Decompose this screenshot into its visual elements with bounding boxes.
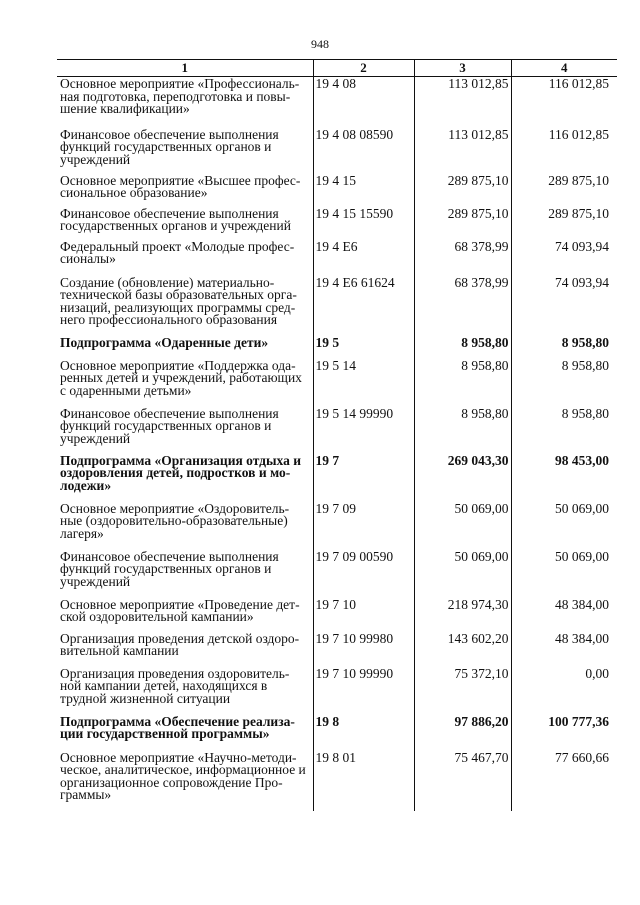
row-code: 19 4 Е6 61624 [313, 276, 414, 336]
column-header: 3 [414, 60, 511, 77]
row-code: 19 8 [313, 715, 414, 751]
row-name: Основное мероприятие «Поддержка ода-ренных детей и учреждений, работающих с одаренными детьми» [60, 357, 302, 398]
row-value-col4: 0,00 [511, 667, 617, 715]
row-value-col3: 97 886,20 [414, 715, 511, 751]
row-value-col3: 75 467,70 [414, 751, 511, 811]
row-code: 19 7 [313, 454, 414, 502]
row-name: Основное мероприятие «Проведение дет-ской оздоровительной кампании» [60, 596, 300, 624]
row-code: 19 4 08 08590 [313, 128, 414, 174]
row-value-col4: 289 875,10 [511, 174, 617, 207]
row-code: 19 4 08 [313, 77, 414, 128]
row-value-col4: 50 069,00 [511, 502, 617, 550]
row-value-col4: 100 777,36 [511, 715, 617, 751]
row-value-col3: 50 069,00 [414, 550, 511, 598]
row-name: Финансовое обеспечение выполнения государственных органов и учреждений [60, 205, 291, 233]
row-code: 19 7 10 99980 [313, 632, 414, 667]
table-row [57, 502, 617, 550]
table-row [57, 207, 617, 240]
table-row [57, 407, 617, 454]
table-header [57, 60, 617, 77]
table-row [57, 276, 617, 336]
row-code: 19 7 10 [313, 598, 414, 632]
row-value-col3: 8 958,80 [414, 407, 511, 454]
row-name: Подпрограмма «Обеспечение реализа-ции государственной программы» [60, 713, 295, 741]
row-value-col3: 289 875,10 [414, 207, 511, 240]
row-value-col3: 8 958,80 [414, 359, 511, 407]
row-value-col3: 289 875,10 [414, 174, 511, 207]
row-value-col3: 269 043,30 [414, 454, 511, 502]
row-code: 19 4 Е6 [313, 240, 414, 276]
row-value-col4: 74 093,94 [511, 276, 617, 336]
row-code: 19 4 15 15590 [313, 207, 414, 240]
table-row [57, 598, 617, 632]
row-value-col3: 143 602,20 [414, 632, 511, 667]
row-name: Организация проведения детской оздоро-вительной кампании [60, 630, 300, 658]
row-code: 19 5 14 99990 [313, 407, 414, 454]
table-row [57, 454, 617, 502]
row-name: Основное мероприятие «Оздоровитель-ные (оздоровительно-образовательные) лагеря» [60, 500, 290, 541]
row-value-col3: 113 012,85 [414, 77, 511, 128]
row-value-col4: 116 012,85 [511, 128, 617, 174]
page-number: 948 [311, 37, 329, 51]
column-header: 4 [511, 60, 617, 77]
row-value-col4: 98 453,00 [511, 454, 617, 502]
column-header: 2 [313, 60, 414, 77]
row-value-col4: 8 958,80 [511, 336, 617, 359]
row-name: Создание (обновление) материально-технической базы образовательных орга-низаций, реализующих программы сред-него профессионального образования [60, 274, 297, 327]
column-header: 1 [57, 60, 313, 77]
budget-table [57, 59, 617, 811]
table-row [57, 715, 617, 751]
table-row [57, 128, 617, 174]
table-row [57, 751, 617, 811]
row-name: Финансовое обеспечение выполнения функций государственных органов и учреждений [60, 405, 279, 446]
table-row [57, 174, 617, 207]
row-value-col3: 113 012,85 [414, 128, 511, 174]
row-value-col3: 75 372,10 [414, 667, 511, 715]
table-row [57, 632, 617, 667]
row-code: 19 7 10 99990 [313, 667, 414, 715]
row-code: 19 7 09 [313, 502, 414, 550]
table-row [57, 240, 617, 276]
row-code: 19 5 [313, 336, 414, 359]
row-value-col4: 74 093,94 [511, 240, 617, 276]
row-value-col4: 116 012,85 [511, 77, 617, 128]
table-body [57, 77, 617, 811]
row-value-col4: 48 384,00 [511, 598, 617, 632]
row-value-col3: 68 378,99 [414, 276, 511, 336]
row-name: Основное мероприятие «Научно-методи-ческое, аналитическое, информационное и организационное сопровождение Про-граммы» [60, 749, 306, 802]
table-row [57, 667, 617, 715]
row-value-col4: 48 384,00 [511, 632, 617, 667]
row-value-col4: 77 660,66 [511, 751, 617, 811]
row-name: Основное мероприятие «Высшее профес-сиональное образование» [60, 172, 301, 200]
row-value-col4: 8 958,80 [511, 407, 617, 454]
table-row [57, 359, 617, 407]
row-value-col3: 218 974,30 [414, 598, 511, 632]
row-code: 19 4 15 [313, 174, 414, 207]
row-value-col3: 8 958,80 [414, 336, 511, 359]
table-row [57, 77, 617, 128]
row-value-col4: 289 875,10 [511, 207, 617, 240]
table-row [57, 336, 617, 359]
row-name: Подпрограмма «Одаренные дети» [60, 334, 269, 350]
row-name: Организация проведения оздоровитель-ной кампании детей, находящихся в трудной жизненной ситуации [60, 665, 290, 706]
row-name: Основное мероприятие «Профессиональ-ная подготовка, переподготовка и повы-шение квалификации» [60, 76, 300, 116]
row-value-col3: 68 378,99 [414, 240, 511, 276]
row-name: Финансовое обеспечение выполнения функций государственных органов и учреждений [60, 126, 279, 167]
row-name: Финансовое обеспечение выполнения функций государственных органов и учреждений [60, 548, 279, 589]
row-code: 19 8 01 [313, 751, 414, 811]
row-code: 19 7 09 00590 [313, 550, 414, 598]
row-code: 19 5 14 [313, 359, 414, 407]
row-value-col3: 50 069,00 [414, 502, 511, 550]
row-value-col4: 50 069,00 [511, 550, 617, 598]
row-value-col4: 8 958,80 [511, 359, 617, 407]
table-row [57, 550, 617, 598]
row-name: Подпрограмма «Организация отдыха и оздоровления детей, подростков и мо-лодежи» [60, 452, 302, 493]
row-name: Федеральный проект «Молодые профес-сионалы» [60, 238, 295, 266]
